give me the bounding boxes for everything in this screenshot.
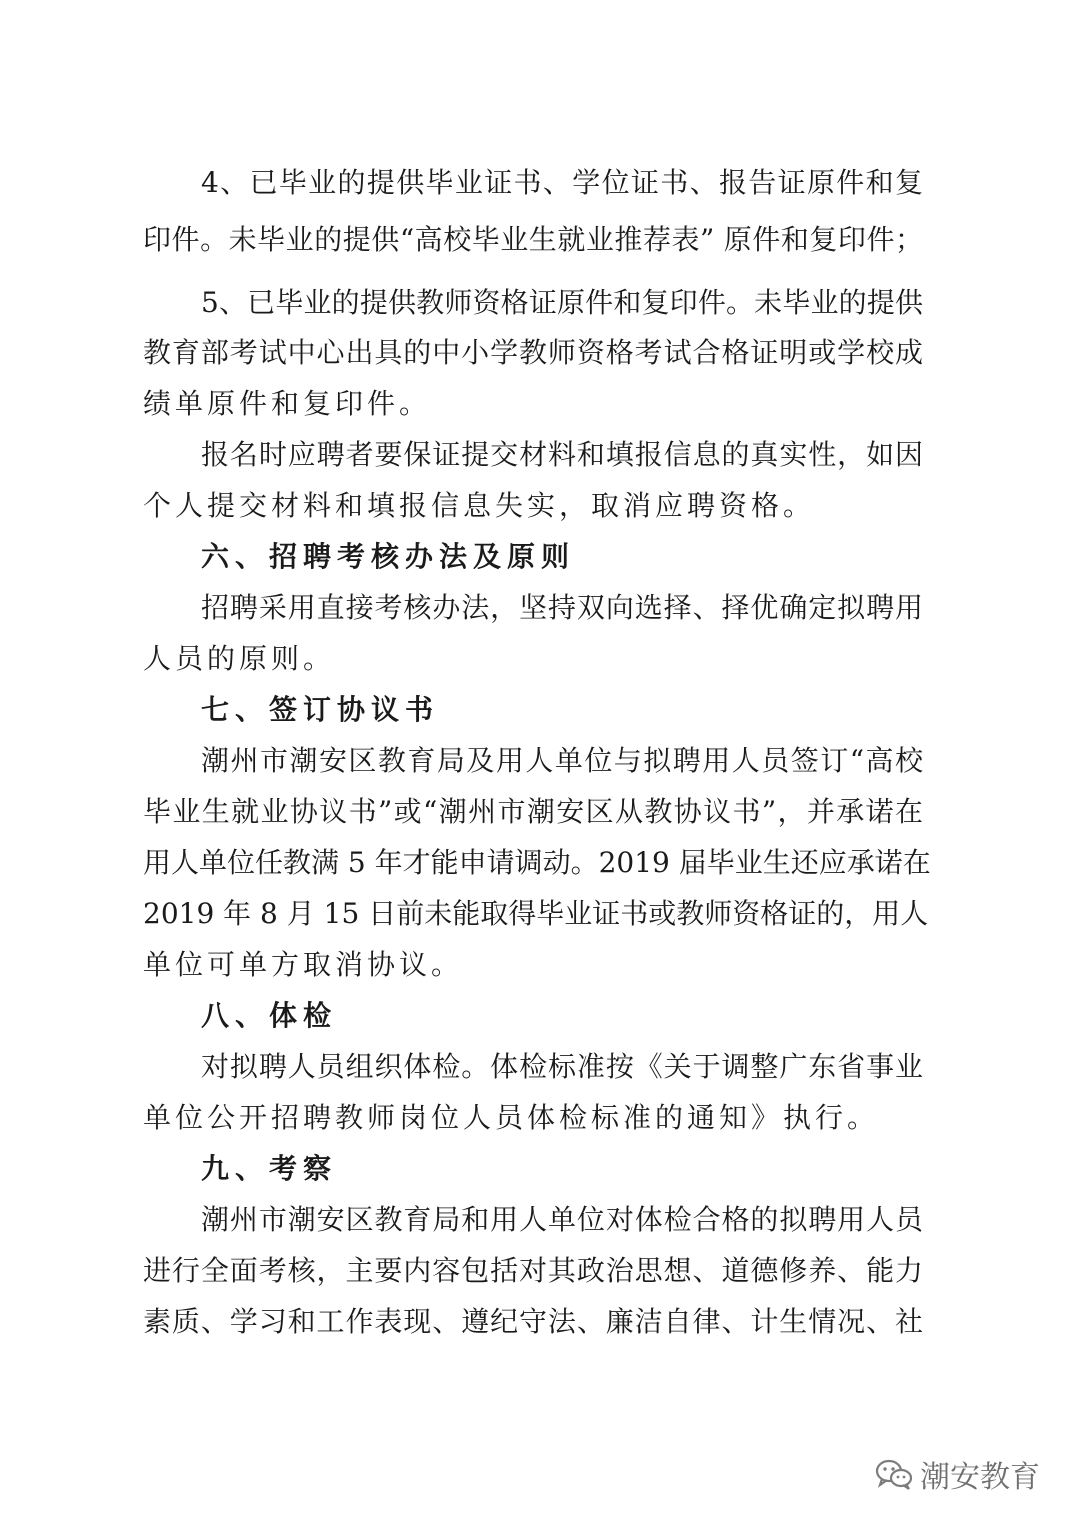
section-heading-9: 九、考察 bbox=[201, 1152, 338, 1185]
paragraph-section-7-line-1: 潮州市潮安区教育局及用人单位与拟聘用人员签订“高校 bbox=[201, 744, 923, 777]
paragraph-section-8-line-1: 对拟聘人员组织体检。体检标准按《关于调整广东省事业 bbox=[201, 1050, 923, 1083]
watermark-text: 潮安教育 bbox=[920, 1460, 1040, 1495]
section-heading-6: 六、招聘考核办法及原则 bbox=[201, 540, 576, 573]
paragraph-section-7-line-2: 毕业生就业协议书”或“潮州市潮安区从教协议书”，并承诺在 bbox=[143, 795, 923, 828]
paragraph-section-7-line-5: 单位可单方取消协议。 bbox=[143, 948, 464, 981]
paragraph-truthfulness-line-1: 报名时应聘者要保证提交材料和填报信息的真实性，如因 bbox=[201, 438, 923, 471]
wechat-icon bbox=[874, 1457, 914, 1491]
paragraph-item-4-line-1: 4、已毕业的提供毕业证书、学位证书、报告证原件和复 bbox=[201, 166, 923, 199]
paragraph-section-7-line-3: 用人单位任教满 5 年才能申请调动。2019 届毕业生还应承诺在 bbox=[143, 846, 931, 879]
section-heading-8: 八、体检 bbox=[201, 999, 338, 1032]
paragraph-section-8-line-2: 单位公开招聘教师岗位人员体检标准的通知》执行。 bbox=[143, 1101, 880, 1134]
paragraph-section-6-line-1: 招聘采用直接考核办法，坚持双向选择、择优确定拟聘用 bbox=[201, 591, 923, 624]
paragraph-truthfulness-line-2: 个人提交材料和填报信息失实，取消应聘资格。 bbox=[143, 489, 816, 522]
paragraph-section-6-line-2: 人员的原则。 bbox=[143, 642, 336, 675]
paragraph-section-9-line-1: 潮州市潮安区教育局和用人单位对体检合格的拟聘用人员 bbox=[201, 1203, 923, 1236]
paragraph-item-5-line-1: 5、已毕业的提供教师资格证原件和复印件。未毕业的提供 bbox=[201, 286, 923, 319]
paragraph-item-5-line-2: 教育部考试中心出具的中小学教师资格考试合格证明或学校成 bbox=[143, 336, 923, 369]
paragraph-item-4-line-2: 印件。未毕业的提供“高校毕业生就业推荐表” 原件和复印件； bbox=[143, 223, 923, 256]
paragraph-section-7-line-4: 2019 年 8 月 15 日前未能取得毕业证书或教师资格证的，用人 bbox=[143, 897, 929, 930]
paragraph-item-5-line-3: 绩单原件和复印件。 bbox=[143, 387, 432, 420]
wechat-watermark bbox=[874, 1452, 1040, 1496]
paragraph-section-9-line-3: 素质、学习和工作表现、遵纪守法、廉洁自律、计生情况、社 bbox=[143, 1305, 923, 1338]
section-heading-7: 七、签订协议书 bbox=[201, 693, 440, 726]
paragraph-section-9-line-2: 进行全面考核，主要内容包括对其政治思想、道德修养、能力 bbox=[143, 1254, 923, 1287]
